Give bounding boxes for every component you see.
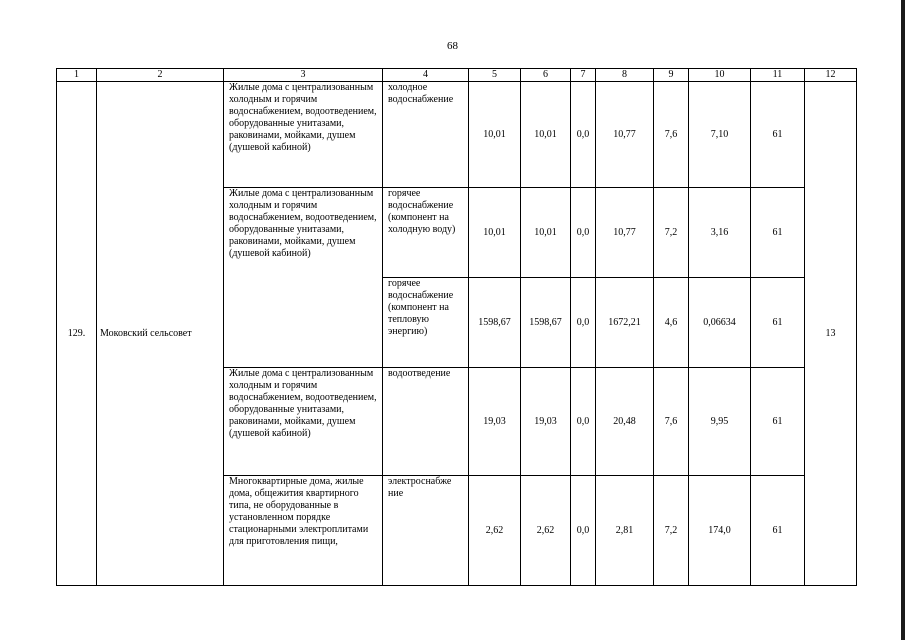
value-cell: 174,0 — [689, 476, 751, 586]
housing-type: Жилые дома с централизованным холодным и горячим водоснабжением, водоотведением, оборудованные унитазами, раковинами, мойками, душем (душевой кабиной) — [224, 188, 383, 368]
value-cell: 20,48 — [596, 368, 654, 476]
value-cell: 7,6 — [654, 368, 689, 476]
value-cell: 7,6 — [654, 82, 689, 188]
header-cell: 11 — [751, 69, 805, 82]
value-cell: 61 — [751, 188, 805, 278]
value-cell: 7,10 — [689, 82, 751, 188]
value-cell: 10,01 — [469, 82, 521, 188]
value-cell: 19,03 — [521, 368, 571, 476]
value-cell: 1672,21 — [596, 278, 654, 368]
value-cell: 7,2 — [654, 476, 689, 586]
value-cell: 7,2 — [654, 188, 689, 278]
value-cell: 4,6 — [654, 278, 689, 368]
scan-edge — [901, 0, 905, 640]
norms-table — [56, 68, 857, 586]
value-cell: 61 — [751, 368, 805, 476]
housing-type: Жилые дома с централизованным холодным и горячим водоснабжением, водоотведением, оборудованные унитазами, раковинами, мойками, душем (душевой кабиной) — [224, 82, 383, 188]
value-cell: 0,0 — [571, 368, 596, 476]
header-cell: 5 — [469, 69, 521, 82]
value-cell: 0,0 — [571, 82, 596, 188]
service-type: холодное водоснабжение — [383, 82, 469, 188]
value-cell: 0,0 — [571, 188, 596, 278]
service-type: горячее водоснабжение (компонент на тепловую энергию) — [383, 278, 469, 368]
row-number: 129. — [57, 82, 97, 586]
housing-type: Жилые дома с централизованным холодным и горячим водоснабжением, водоотведением, оборудованные унитазами, раковинами, мойками, душем (душевой кабиной) — [224, 368, 383, 476]
value-cell: 3,16 — [689, 188, 751, 278]
value-cell: 10,01 — [521, 188, 571, 278]
header-cell: 8 — [596, 69, 654, 82]
header-cell: 2 — [97, 69, 224, 82]
service-type: горячее водоснабжение (компонент на холодную воду) — [383, 188, 469, 278]
header-cell: 12 — [805, 69, 857, 82]
service-type: водоотведение — [383, 368, 469, 476]
housing-type: Многоквартирные дома, жилые дома, общежития квартирного типа, не оборудованные в установленном порядке стационарными электроплитами для приготовления пищи, — [224, 476, 383, 586]
service-type: электроснабже ние — [383, 476, 469, 586]
value-cell: 1598,67 — [521, 278, 571, 368]
settlement-name: Моковский сельсовет — [97, 82, 224, 586]
page-number: 68 — [447, 40, 458, 52]
header-cell: 4 — [383, 69, 469, 82]
column-12-value: 13 — [805, 82, 857, 586]
value-cell: 61 — [751, 82, 805, 188]
value-cell: 10,01 — [469, 188, 521, 278]
value-cell: 61 — [751, 476, 805, 586]
value-cell: 0,06634 — [689, 278, 751, 368]
value-cell: 10,77 — [596, 188, 654, 278]
value-cell: 0,0 — [571, 476, 596, 586]
value-cell: 10,77 — [596, 82, 654, 188]
value-cell: 2,81 — [596, 476, 654, 586]
value-cell: 61 — [751, 278, 805, 368]
value-cell: 2,62 — [521, 476, 571, 586]
header-row — [57, 69, 857, 82]
header-cell: 6 — [521, 69, 571, 82]
value-cell: 19,03 — [469, 368, 521, 476]
value-cell: 10,01 — [521, 82, 571, 188]
value-cell: 0,0 — [571, 278, 596, 368]
header-cell: 7 — [571, 69, 596, 82]
header-cell: 10 — [689, 69, 751, 82]
value-cell: 1598,67 — [469, 278, 521, 368]
header-cell: 1 — [57, 69, 97, 82]
header-cell: 3 — [224, 69, 383, 82]
value-cell: 9,95 — [689, 368, 751, 476]
header-cell: 9 — [654, 69, 689, 82]
table-row — [57, 82, 857, 188]
value-cell: 2,62 — [469, 476, 521, 586]
